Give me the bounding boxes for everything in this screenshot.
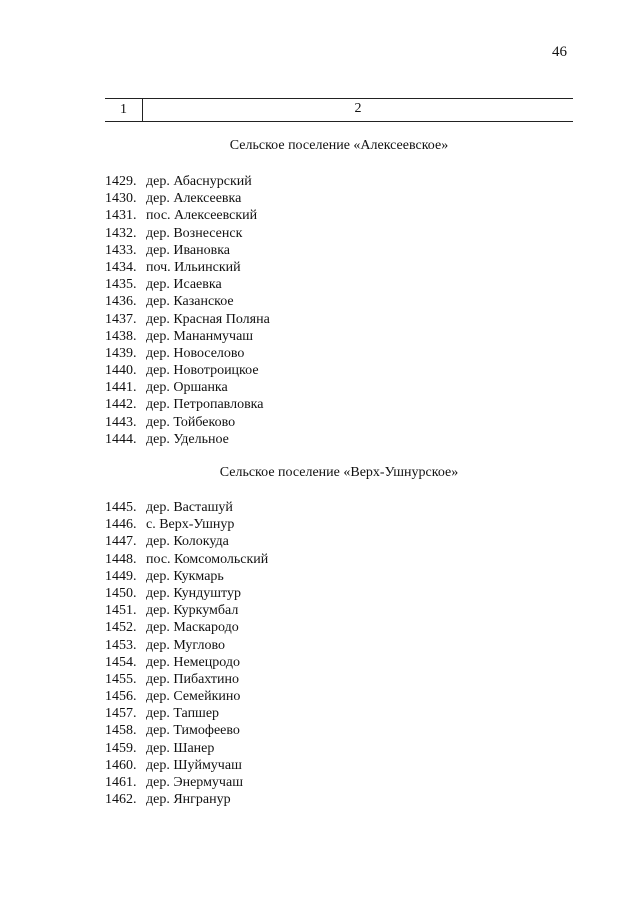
settlement-name: дер. Янгранур [146, 792, 231, 808]
list-item [105, 722, 268, 739]
item-number: 1440. [105, 363, 137, 379]
list-item [105, 499, 268, 516]
item-number: 1437. [105, 311, 137, 327]
item-number: 1448. [105, 551, 137, 567]
item-number: 1451. [105, 603, 137, 619]
list-item [105, 242, 270, 259]
settlement-name: дер. Мананмучаш [146, 328, 254, 344]
item-number: 1449. [105, 568, 137, 584]
list-item [105, 568, 268, 585]
item-number: 1429. [105, 174, 137, 189]
settlement-name: дер. Куркумбал [146, 603, 239, 619]
settlement-name: дер. Васташуй [146, 500, 233, 515]
settlement-name: дер. Немецродо [146, 654, 240, 670]
settlement-name: дер. Кукмарь [146, 568, 224, 584]
list-item [105, 190, 270, 207]
list-item [105, 173, 270, 190]
item-number: 1459. [105, 740, 137, 756]
list-item [105, 225, 270, 242]
list-item [105, 671, 268, 688]
section-title-verkh-ushnurskoe: Сельское поселение «Верх-Ушнурское» [219, 465, 459, 480]
table-header-col1: 1 [105, 99, 143, 121]
list-item [105, 379, 270, 396]
item-number: 1447. [105, 534, 137, 550]
settlement-name: дер. Шанер [146, 740, 215, 756]
settlement-name: дер. Муглово [146, 637, 225, 653]
settlement-name: пос. Комсомольский [146, 551, 269, 567]
settlement-list-verkh-ushnurskoe [105, 499, 268, 808]
item-number: 1432. [105, 225, 137, 241]
list-item [105, 757, 268, 774]
item-number: 1446. [105, 517, 137, 533]
settlement-name: пос. Алексеевский [146, 208, 258, 224]
settlement-name: дер. Абаснурский [146, 174, 252, 189]
settlement-name: дер. Новотроицкое [146, 363, 259, 379]
item-number: 1434. [105, 259, 137, 275]
list-item [105, 688, 268, 705]
item-number: 1443. [105, 414, 137, 430]
item-number: 1433. [105, 242, 137, 258]
list-item [105, 705, 268, 722]
list-item [105, 431, 270, 448]
settlement-name: дер. Ивановка [146, 242, 230, 258]
item-number: 1452. [105, 620, 137, 636]
table-header [105, 98, 573, 122]
item-number: 1435. [105, 277, 137, 293]
settlement-name: дер. Казанское [146, 294, 234, 310]
list-item [105, 362, 270, 379]
settlement-name: поч. Ильинский [146, 259, 241, 275]
settlement-name: дер. Удельное [146, 431, 229, 447]
settlement-name: дер. Красная Поляна [146, 311, 270, 327]
settlement-name: с. Верх-Ушнур [146, 517, 235, 533]
list-item [105, 345, 270, 362]
list-item [105, 774, 268, 791]
settlement-name: дер. Тимофеево [146, 723, 240, 739]
settlement-name: дер. Колокуда [146, 534, 229, 550]
settlement-name: дер. Маскародо [146, 620, 239, 636]
list-item [105, 654, 268, 671]
settlement-name: дер. Кундуштур [146, 585, 241, 601]
item-number: 1461. [105, 775, 137, 790]
item-number: 1438. [105, 328, 137, 344]
item-number: 1441. [105, 380, 137, 396]
list-item [105, 619, 268, 636]
table-header-col2: 2 [354, 101, 362, 116]
settlement-name: дер. Петропавловка [146, 397, 264, 413]
list-item [105, 791, 268, 808]
list-item [105, 207, 270, 224]
settlement-name: дер. Энермучаш [146, 775, 243, 790]
list-item [105, 740, 268, 757]
item-number: 1455. [105, 671, 137, 687]
list-item [105, 551, 268, 568]
page-number: 46 [552, 44, 567, 60]
item-number: 1444. [105, 431, 137, 447]
settlement-name: дер. Вознесенск [146, 225, 243, 241]
section-title-alekseevskoe: Сельское поселение «Алексеевское» [229, 138, 449, 153]
item-number: 1462. [105, 792, 137, 808]
item-number: 1458. [105, 723, 137, 739]
list-item [105, 414, 270, 431]
list-item [105, 328, 270, 345]
item-number: 1442. [105, 397, 137, 413]
settlement-name: дер. Новоселово [146, 345, 245, 361]
item-number: 1457. [105, 706, 137, 722]
list-item [105, 516, 268, 533]
item-number: 1436. [105, 294, 137, 310]
item-number: 1445. [105, 500, 137, 515]
settlement-name: дер. Алексеевка [146, 191, 242, 207]
settlement-list-alekseevskoe [105, 173, 270, 448]
list-item [105, 293, 270, 310]
settlement-name: дер. Семейкино [146, 689, 241, 705]
settlement-name: дер. Исаевка [146, 277, 222, 293]
list-item [105, 276, 270, 293]
list-item [105, 396, 270, 413]
item-number: 1454. [105, 654, 137, 670]
list-item [105, 533, 268, 550]
item-number: 1453. [105, 637, 137, 653]
list-item [105, 602, 268, 619]
item-number: 1430. [105, 191, 137, 207]
settlement-name: дер. Оршанка [146, 380, 228, 396]
list-item [105, 637, 268, 654]
settlement-name: дер. Шуймучаш [146, 757, 242, 773]
item-number: 1431. [105, 208, 137, 224]
settlement-name: дер. Тапшер [146, 706, 220, 722]
item-number: 1456. [105, 689, 137, 705]
settlement-name: дер. Тойбеково [146, 414, 236, 430]
item-number: 1439. [105, 345, 137, 361]
list-item [105, 311, 270, 328]
list-item [105, 585, 268, 602]
item-number: 1460. [105, 757, 137, 773]
list-item [105, 259, 270, 276]
item-number: 1450. [105, 585, 137, 601]
settlement-name: дер. Пибахтино [146, 671, 240, 687]
